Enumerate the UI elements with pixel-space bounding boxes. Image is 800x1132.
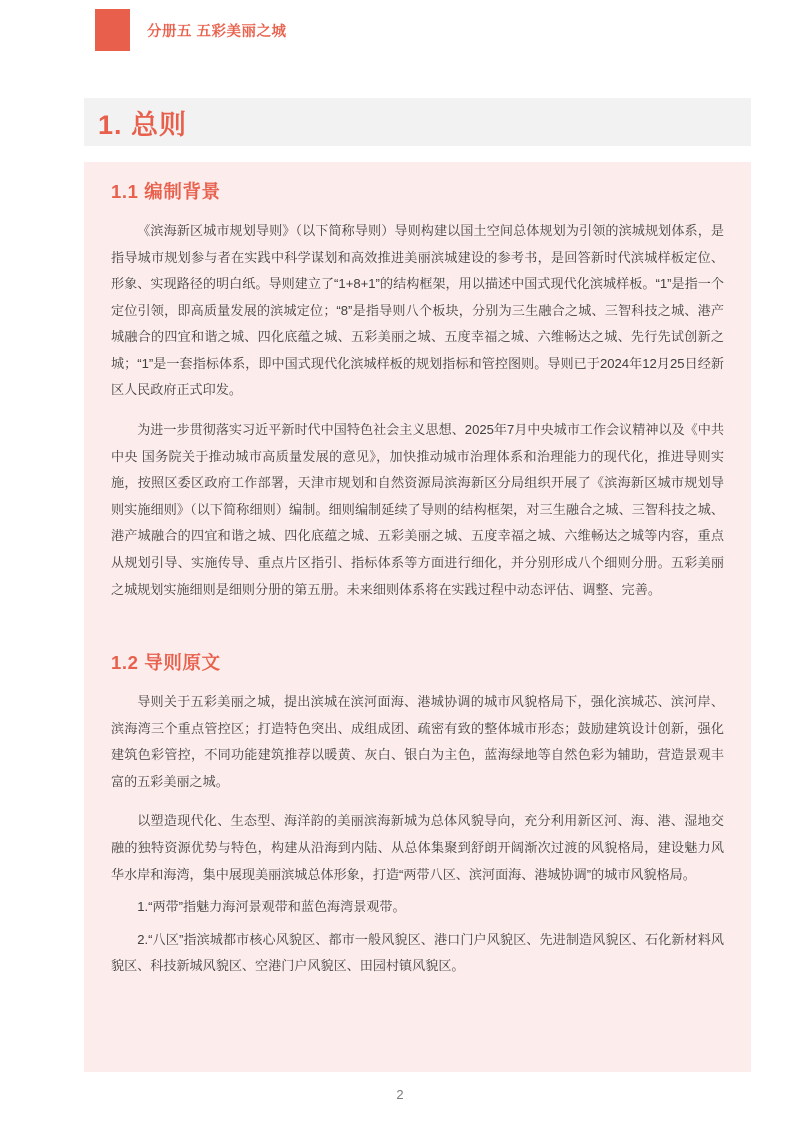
chapter-title: 1. 总则: [98, 109, 188, 140]
page-footer: [0, 1086, 800, 1104]
running-header: [95, 8, 751, 52]
section-1-1-paragraph-1: 《滨海新区城市规划导则》（以下简称导则）导则构建以国土空间总体规划为引领的滨城规划体系，是指导城市规划参与者在实践中科学谋划和高效推进美丽滨城建设的参考书，是回答新时代滨城样板定位、形象、实现路径的明白纸。导则建立了“1+8+1”的结构框架，用以描述中国式现代化滨城样板。“1”是指一个定位引领，即高质量发展的滨城定位；“8”是指导则八个板块，分别为三生融合之城、三智科技之城、港产城融合的四宜和谐之城、四化底蕴之城、五彩美丽之城、五度幸福之城、六维畅达之城、先行先试创新之城；“1”是一套指标体系，即中国式现代化滨城样板的规划指标和管控图则。导则已于2024年12月25日经新区人民政府正式印发。: [111, 223, 724, 398]
section-1-1-paragraph-2: 为进一步贯彻落实习近平新时代中国特色社会主义思想、2025年7月中央城市工作会议精神以及《中共中央 国务院关于推动城市高质量发展的意见》，加快推动城市治理体系和治理能力的现代化，推进导则实施，按照区委区政府工作部署，天津市规划和自然资源局滨海新区分局组织开展了《滨海新区城市规划导则实施细则》（以下简称细则）编制。细则编制延续了导则的结构框架，对三生融合之城、三智科技之城、港产城融合的四宜和谐之城、四化底蕴之城、五彩美丽之城、五度幸福之城、六维畅达之城等内容，重点从规划引导、实施传导、重点片区指引、指标体系等方面进行细化，并分别形成八个细则分册。五彩美丽之城规划实施细则是细则分册的第五册。未来细则体系将在实践过程中动态评估、调整、完善。: [111, 422, 724, 597]
list-item: 2.“八区”指滨城都市核心风貌区、都市一般风貌区、港口门户风貌区、先进制造风貌区、石化新材料风貌区、科技新城风貌区、空港门户风貌区、田园村镇风貌区。: [111, 931, 724, 974]
section-heading-1-2: 1.2 导则原文: [111, 652, 221, 674]
section-1-2-paragraph-2: 以塑造现代化、生态型、海洋韵的美丽滨海新城为总体风貌导向，充分利用新区河、海、港、湿地交融的独特资源优势与特色，构建从沿海到内陆、从总体集聚到舒朗开阔渐次过渡的风貌格局，建设魅力风华水岸和海湾，集中展现美丽滨城总体形象，打造“两带八区、滨河面海、港城协调”的城市风貌格局。: [111, 813, 724, 882]
booklet-title: 分册五 五彩美丽之城: [147, 23, 287, 40]
page-number: 2: [396, 1087, 404, 1102]
section-1-2-paragraph-1: 导则关于五彩美丽之城，提出滨城在滨河面海、港城协调的城市风貌格局下，强化滨城芯、滨河岸、滨海湾三个重点管控区；打造特色突出、成组成团、疏密有致的整体城市形态；鼓励建筑设计创新，强化建筑色彩管控，不同功能建筑推荐以暖黄、灰白、银白为主色，蓝海绿地等自然色彩为辅助，营造景观丰富的五彩美丽之城。: [111, 694, 724, 789]
section-heading-1-1: 1.1 编制背景: [111, 181, 221, 202]
chapter-title-band: [84, 98, 751, 146]
list-item: 1.“两带”指魅力海河景观带和蓝色海湾景观带。: [137, 899, 406, 915]
header-accent-block: [95, 9, 130, 51]
content-panel: [84, 162, 751, 1072]
